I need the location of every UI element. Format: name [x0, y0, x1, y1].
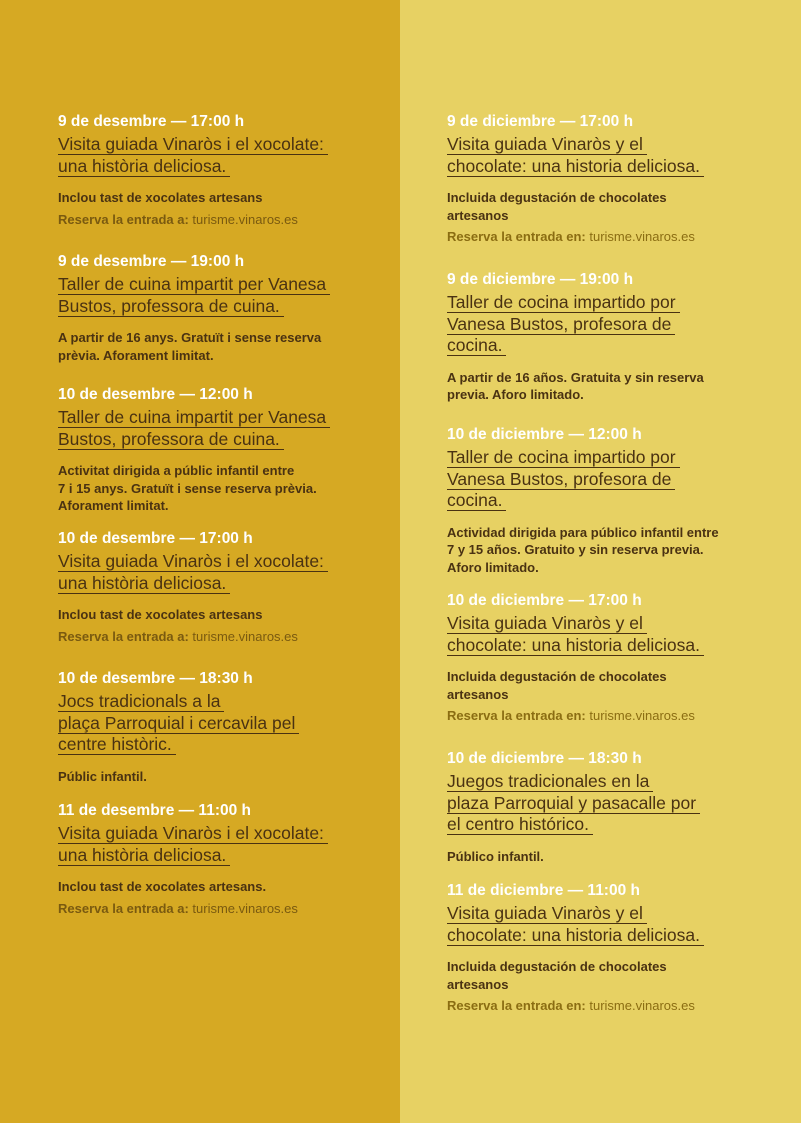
reservation-label: Reserva la entrada en: — [447, 708, 586, 723]
event-title-line: cocina. — [447, 490, 506, 511]
event-title-line: cocina. — [447, 335, 506, 356]
reservation-link[interactable]: turisme.vinaros.es — [589, 998, 695, 1013]
event-title-line: una història deliciosa. — [58, 845, 230, 866]
event-block — [447, 750, 787, 865]
event-description-line: 7 y 15 años. Gratuito y sin reserva previa. — [447, 542, 704, 557]
event-block — [58, 253, 388, 364]
event-title-line: Juegos tradicionales en la — [447, 771, 653, 792]
event-description — [447, 524, 787, 577]
reservation-link[interactable]: turisme.vinaros.es — [192, 900, 298, 916]
event-description-line: prèvia. Aforament limitat. — [58, 347, 214, 363]
event-title — [447, 134, 787, 177]
event-title-line: Visita guiada Vinaròs i el xocolate: — [58, 134, 328, 155]
event-block — [447, 882, 787, 1015]
event-description — [58, 878, 388, 896]
event-title-line: Taller de cocina impartido por — [447, 292, 680, 313]
event-description-line: Público infantil. — [447, 848, 544, 864]
event-title — [447, 447, 787, 512]
event-description-line: Incluida degustación de chocolates — [447, 669, 667, 684]
event-description-line: Inclou tast de xocolates artesans — [58, 190, 263, 205]
reservation-label: Reserva la entrada en: — [447, 229, 586, 244]
event-title-line: chocolate: una historia deliciosa. — [447, 156, 704, 177]
event-description — [58, 189, 388, 207]
event-block — [58, 670, 388, 785]
reservation-line — [58, 628, 388, 646]
event-title — [447, 292, 787, 357]
event-title — [58, 551, 388, 594]
event-title-line: Jocs tradicionals a la — [58, 691, 224, 712]
spanish-column — [400, 0, 801, 1123]
event-description — [447, 369, 787, 404]
event-date: 10 de diciembre — 17:00 h — [447, 592, 642, 609]
event-date: 10 de desembre — 17:00 h — [58, 530, 253, 547]
event-title-line: Visita guiada Vinaròs y el — [447, 134, 647, 155]
event-description — [58, 329, 388, 364]
reservation-link[interactable]: turisme.vinaros.es — [589, 229, 695, 244]
event-description-line: Inclou tast de xocolates artesans. — [58, 879, 267, 894]
event-description — [447, 848, 787, 866]
reservation-line — [58, 900, 388, 918]
event-title-line: Taller de cuina impartit per Vanesa — [58, 407, 330, 428]
event-block — [447, 271, 787, 404]
reservation-link[interactable]: turisme.vinaros.es — [192, 211, 298, 227]
event-title — [58, 407, 388, 450]
event-description-line: 7 i 15 anys. Gratuït i sense reserva prèvia. — [58, 480, 317, 496]
event-title-line: una història deliciosa. — [58, 156, 230, 177]
event-description-line: A partir de 16 anys. Gratuït i sense reserva — [58, 330, 322, 345]
reservation-line — [58, 211, 388, 229]
event-description-line: artesanos — [447, 976, 509, 992]
event-title-line: chocolate: una historia deliciosa. — [447, 635, 704, 656]
event-title-line: Visita guiada Vinaròs i el xocolate: — [58, 551, 328, 572]
reservation-label: Reserva la entrada a: — [58, 628, 189, 644]
event-title-line: Visita guiada Vinaròs y el — [447, 903, 647, 924]
event-date: 10 de diciembre — 18:30 h — [447, 750, 642, 767]
event-description-line: A partir de 16 años. Gratuita y sin reserva — [447, 369, 704, 385]
event-description — [447, 189, 787, 224]
event-description — [58, 768, 388, 786]
event-date: 11 de desembre — 11:00 h — [58, 802, 251, 819]
event-description-line: Actividad dirigida para público infantil entre — [447, 524, 719, 540]
event-title-line: una història deliciosa. — [58, 573, 230, 594]
event-date: 9 de diciembre — 17:00 h — [447, 113, 634, 130]
event-title — [58, 691, 388, 756]
event-description-line: previa. Aforo limitado. — [447, 387, 584, 402]
event-date: 11 de diciembre — 11:00 h — [447, 882, 640, 899]
reservation-line — [447, 997, 787, 1015]
event-date: 10 de desembre — 18:30 h — [58, 670, 253, 687]
event-description-line: Aforo limitado. — [447, 559, 539, 575]
event-title-line: Visita guiada Vinaròs y el — [447, 613, 647, 634]
event-description — [58, 606, 388, 624]
event-description-line: Públic infantil. — [58, 768, 147, 784]
event-title-line: centre històric. — [58, 734, 176, 755]
event-date: 10 de diciembre — 12:00 h — [447, 426, 642, 443]
event-title-line: Taller de cocina impartido por — [447, 447, 680, 468]
reservation-link[interactable]: turisme.vinaros.es — [589, 708, 695, 723]
reservation-link[interactable]: turisme.vinaros.es — [192, 628, 298, 644]
event-block — [447, 113, 787, 246]
event-title — [447, 613, 787, 656]
event-date: 9 de desembre — 19:00 h — [58, 253, 245, 270]
catalan-column — [0, 0, 400, 1123]
event-title-line: Bustos, professora de cuina. — [58, 296, 284, 317]
event-title — [58, 274, 388, 317]
event-description-line: Aforament limitat. — [58, 498, 169, 513]
event-title — [447, 771, 787, 836]
event-title-line: Taller de cuina impartit per Vanesa — [58, 274, 330, 295]
event-description-line: Incluida degustación de chocolates — [447, 959, 667, 974]
event-description-line: Inclou tast de xocolates artesans — [58, 607, 263, 622]
event-title-line: plaça Parroquial i cercavila pel — [58, 713, 299, 734]
event-title-line: el centro histórico. — [447, 814, 593, 835]
event-block — [447, 426, 787, 576]
event-description — [447, 958, 787, 993]
event-title-line: Visita guiada Vinaròs i el xocolate: — [58, 823, 328, 844]
event-title-line: chocolate: una historia deliciosa. — [447, 925, 704, 946]
event-title-line: Bustos, professora de cuina. — [58, 429, 284, 450]
event-title-line: plaza Parroquial y pasacalle por — [447, 793, 700, 814]
event-title — [58, 134, 388, 177]
reservation-label: Reserva la entrada en: — [447, 998, 586, 1013]
event-title — [447, 903, 787, 946]
event-title — [58, 823, 388, 866]
event-block — [447, 592, 787, 725]
event-block — [58, 113, 388, 228]
event-block — [58, 530, 388, 645]
event-description-line: artesanos — [447, 207, 509, 223]
event-date: 9 de diciembre — 19:00 h — [447, 271, 634, 288]
reservation-line — [447, 707, 787, 725]
reservation-label: Reserva la entrada a: — [58, 211, 189, 227]
event-description-line: artesanos — [447, 686, 509, 702]
event-date: 9 de desembre — 17:00 h — [58, 113, 245, 130]
event-date: 10 de desembre — 12:00 h — [58, 386, 253, 403]
event-title-line: Vanesa Bustos, profesora de — [447, 469, 675, 490]
event-description — [58, 462, 388, 515]
event-description-line: Incluida degustación de chocolates — [447, 190, 667, 205]
event-description-line: Activitat dirigida a públic infantil entre — [58, 463, 295, 478]
event-block — [58, 802, 388, 917]
reservation-line — [447, 228, 787, 246]
event-description — [447, 668, 787, 703]
reservation-label: Reserva la entrada a: — [58, 900, 189, 916]
event-title-line: Vanesa Bustos, profesora de — [447, 314, 675, 335]
event-block — [58, 386, 388, 515]
